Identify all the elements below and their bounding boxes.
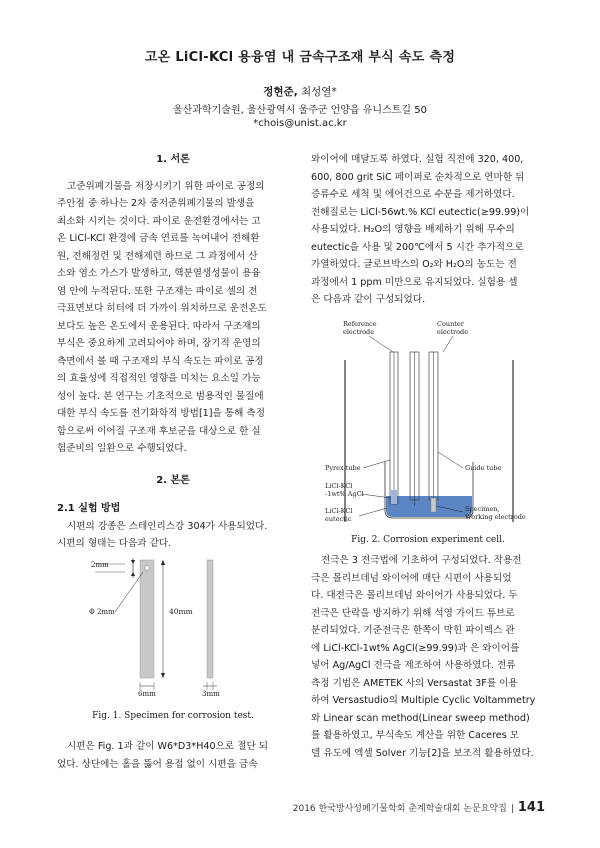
specimen-working-electrode [431, 498, 436, 512]
text-line: 주안점 중 하나는 2차 중저준위폐기물의 발생을 [57, 198, 255, 209]
subsection-heading-method: 2.1 실험 방법 [57, 503, 121, 514]
paper-title: 고온 LiCl-KCl 용융염 내 금속구조재 부식 속도 측정 [144, 50, 456, 65]
specimen-drawing [85, 550, 265, 700]
text-line: 성이 높다. 본 연구는 기초적으로 범용적인 물질에 [57, 390, 264, 402]
dim-6mm: 6mm [138, 690, 156, 698]
text-line: 전해질로는 LiCl-56wt.% KCl eutectic(≥99.99)이 [311, 206, 530, 218]
affiliation: 울산과학기술원, 울산광역시 울주군 언양읍 유니스트길 50 [173, 105, 427, 116]
text-line: 델 유도에 엑셀 Solver 기능[2]을 보조적 활용하였다. [311, 747, 534, 759]
dim-hole: Φ 2mm [89, 608, 115, 616]
dim-2mm: 2mm [91, 561, 109, 569]
text-line: 소와 염소 가스가 발생하고, 핵분열생성물이 용융 [57, 268, 261, 279]
text-line: 극은 몰리브데넘 와이어에 매단 시편이 사용되었 [311, 572, 512, 584]
text-line: 가열하였다. 글로브박스의 O₂와 H₂O의 농도는 전 [311, 259, 517, 270]
figure-1-specimen [85, 550, 265, 700]
email-address: *chois@unist.ac.kr [253, 118, 347, 129]
label-reference-1: Reference [343, 320, 377, 328]
text-line: 사용되었다. H₂O의 영향을 배제하기 위해 무수의 [311, 224, 515, 235]
right-column-top [311, 151, 545, 309]
footer-separator: | [510, 804, 514, 814]
text-line: 와이어에 매달도록 하였다. 실험 직전에 320, 400, [311, 154, 524, 165]
section-heading-intro: 1. 서론 [156, 154, 190, 165]
text-line: 측면에서 볼 때 구조재의 부식 속도는 파이로 공정 [57, 355, 264, 367]
page-number: 141 [517, 800, 545, 815]
text-line: 넣어 Ag/AgCl 전극을 제조하여 사용하였다. 전류 [311, 660, 516, 671]
page-footer [293, 800, 545, 815]
label-specimen-2: Working electrode [465, 513, 526, 521]
text-line: 600, 800 grit SiC 페이퍼로 순차적으로 연마한 뒤 [311, 171, 525, 183]
label-licl-agcl-2: -1wt% AgCl [325, 490, 364, 498]
text-line: 극표면보다 히터에 더 가까이 위치하므로 운전온도 [57, 303, 267, 314]
text-line: 대한 부식 속도를 전기화학적 방법[1]을 통해 측정 [57, 408, 265, 419]
text-line: 측정 기법은 AMETEK 사의 Versastat 3F를 이용 [311, 677, 518, 689]
right-column-bottom [311, 552, 545, 762]
text-line: 은 다음과 같이 구성되었다. [311, 294, 426, 305]
text-line: 과정에서 1 ppm 미만으로 유지되었다. 실험용 셀 [311, 276, 518, 288]
specimen-side [207, 560, 213, 678]
text-line: 부식은 중요하게 고려되어야 하며, 장기적 운영의 [57, 338, 261, 349]
hole-mark [145, 566, 150, 571]
text-line: 고준위폐기물을 저장시키기 위한 파이로 공정의 [67, 180, 265, 192]
text-line: 보다도 높은 온도에서 운용된다. 따라서 구조재의 [57, 320, 261, 332]
text-line: 다. 대전극은 몰리브데넘 와이어가 사용되었다. 두 [311, 590, 518, 601]
specimen-front [140, 560, 154, 678]
label-licl-agcl-1: LiCl-KCl [325, 482, 353, 490]
text-line: 염 안에 누적된다. 또한 구조재는 파이로 셀의 전 [57, 285, 258, 297]
label-eutectic-2: eutectic [325, 515, 352, 523]
label-reference-2: electrode [343, 328, 375, 336]
text-line: 의 효율성에 직접적인 영향을 미치는 요소일 가능 [57, 373, 261, 384]
text-line: 었다. 상단에는 홀을 뚫어 용접 없이 시편을 금속 [57, 758, 258, 770]
text-line: 온 LiCl-KCl 환경에 금속 연료를 녹여내어 전해환 [57, 233, 260, 244]
author-main: 정현준, [263, 86, 298, 98]
text-line: 함으로써 이어질 구조재 후보군을 대상으로 한 실 [57, 425, 261, 437]
text-line: 원, 전해정련 및 전해제련 하므로 그 과정에서 산 [57, 250, 258, 262]
text-line: 에 LiCl-KCl-1wt% AgCl(≥99.99)과 은 와이어를 [311, 642, 520, 654]
text-line: 하여 Versastudio의 Multiple Cyclic Voltammetry [311, 695, 536, 706]
label-specimen-1: Specimen, [465, 505, 500, 513]
text-line: 전극은 단락을 방지하기 위해 석영 가이드 튜브로 [311, 607, 515, 619]
text-line: 증류수로 세척 및 에어건으로 수분을 제거하였다. [311, 189, 515, 200]
text-line: 시편의 형태는 다음과 같다. [57, 538, 172, 549]
label-counter-1: Counter [437, 320, 464, 328]
left-column-bottom [57, 738, 289, 773]
label-guide: Guide tube [465, 464, 502, 472]
cell-drawing [325, 312, 540, 527]
text-line: 최소화 시키는 것이다. 파이로 운전환경에서는 고 [57, 215, 261, 227]
author-line [0, 84, 600, 99]
left-column-top [57, 151, 289, 553]
text-line: 시편의 강종은 스테인리스강 304가 사용되었다. [67, 520, 268, 532]
dim-3mm: 3mm [202, 690, 220, 698]
dim-40mm: 40mm [169, 607, 193, 616]
figure-2-cell [325, 312, 540, 527]
text-line: 를 활용하였고, 부식속도 계산을 위한 Caceres 모 [311, 730, 520, 741]
label-pyrex: Pyrex tube [325, 464, 361, 472]
figure-1-caption: Fig. 1. Specimen for corrosion test. [92, 711, 254, 721]
label-counter-2: electrode [437, 328, 469, 336]
intro-paragraph [57, 178, 289, 458]
text-line: 분리되었다. 기준전극은 한쪽이 막힌 파이렉스 관 [311, 625, 515, 636]
conference-name: 2016 한국방사성폐기물학회 춘계학술대회 논문요약집 [292, 804, 507, 814]
label-eutectic-1: LiCl-KCl [325, 507, 353, 515]
text-line: 시편은 Fig. 1과 같이 W6*D3*H40으로 절단 되 [67, 741, 269, 752]
text-line: 전극은 3 전극법에 기초하여 구성되었다. 작용전 [321, 555, 522, 566]
section-heading-body: 2. 본론 [156, 474, 190, 486]
agcl-fill [391, 490, 397, 504]
figure-2-caption: Fig. 2. Corrosion experiment cell. [351, 535, 505, 545]
author-coauthor: 최성열* [297, 86, 337, 98]
text-line: 와 Linear scan method(Linear sweep method) [311, 712, 530, 724]
text-line: 험준비의 일환으로 수행되었다. [57, 443, 187, 454]
text-line: eutectic을 사용 및 200℃에서 5 시간 추가적으로 [311, 241, 524, 253]
